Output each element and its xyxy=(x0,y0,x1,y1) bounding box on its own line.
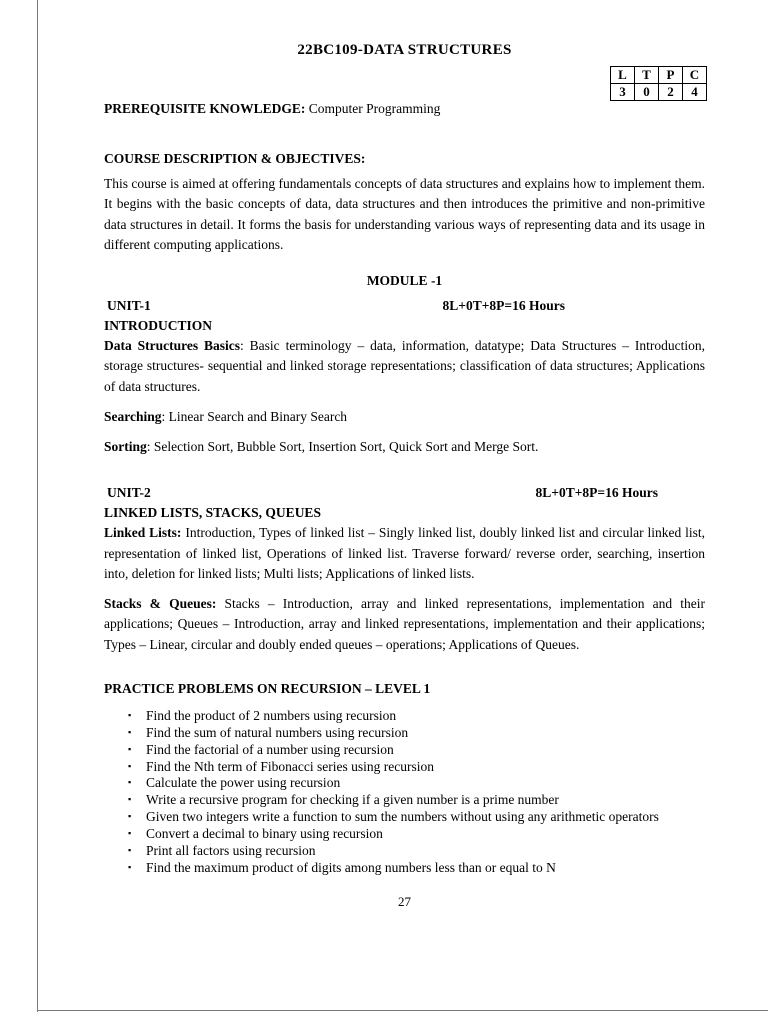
list-item xyxy=(128,826,705,842)
ltpc-value-l: 3 xyxy=(611,84,635,101)
course-description-body: This course is aimed at offering fundamentals concepts of data structures and explains how to implement them. It begins with the basic concepts of data, data structures and then introduces the primitive and non-primitive data structures in detail. It forms the basis for understanding various ways of representing data and its usage in different computing applications. xyxy=(104,176,705,252)
unit2-topic-stacks-queues xyxy=(104,594,705,655)
list-item-text: Find the sum of natural numbers using recursion xyxy=(146,724,409,740)
list-item xyxy=(128,725,705,741)
topic-text: : Basic terminology – data, information, datatype; Data Structures – Introduction, storage structures- sequential and linked storage representations; classification of data structures; Applications of data structures. xyxy=(104,338,705,394)
list-item xyxy=(128,792,705,808)
list-item-text: Convert a decimal to binary using recursion xyxy=(146,826,383,842)
topic-label: Stacks & Queues: xyxy=(104,596,217,611)
practice-problems-list xyxy=(104,708,705,876)
topic-label: Linked Lists: xyxy=(104,525,182,541)
square-bullet-icon: ▪ xyxy=(128,845,132,856)
square-bullet-icon: ▪ xyxy=(128,760,132,771)
list-item-text: Find the factorial of a number using recursion xyxy=(146,741,394,757)
list-item xyxy=(128,860,705,876)
list-item-text: Print all factors using recursion xyxy=(146,843,316,859)
list-item-text: Given two integers write a function to sum the numbers without using any arithmetic operators xyxy=(146,809,659,825)
module1-heading: MODULE -1 xyxy=(366,273,443,288)
square-bullet-icon: ▪ xyxy=(128,743,132,754)
topic-label: Searching xyxy=(104,408,162,424)
ltpc-value-t: 0 xyxy=(635,84,659,101)
unit2-row xyxy=(104,485,705,501)
ltpc-header-l: L xyxy=(611,67,635,84)
ltpc-header-p: P xyxy=(659,67,683,84)
square-bullet-icon: ▪ xyxy=(128,709,132,720)
list-item-text: Find the product of 2 numbers using recursion xyxy=(146,707,397,723)
page-border-bottom xyxy=(37,1010,768,1011)
ltpc-header-t: T xyxy=(635,67,659,84)
square-bullet-icon: ▪ xyxy=(128,794,132,805)
ltpc-value-p: 2 xyxy=(659,84,683,101)
unit1-hours: 8L+0T+8P=16 Hours xyxy=(442,298,565,313)
square-bullet-icon: ▪ xyxy=(128,726,132,737)
topic-text: Introduction, Types of linked list – Singly linked list, doubly linked list and circular linked list, representation of linked list, Operations of linked list. Traverse forward/ reverse order, searching, insertion into, deletion for linked lists; Multi lists; Applications of linked lists. xyxy=(104,525,705,581)
topic-text: : Linear Search and Binary Search xyxy=(161,408,348,424)
unit2-hours: 8L+0T+8P=16 Hours xyxy=(535,485,658,501)
list-item-text: Find the Nth term of Fibonacci series using recursion xyxy=(146,758,434,774)
list-item xyxy=(128,775,705,791)
ltpc-header-c: C xyxy=(683,67,707,84)
unit2-label: UNIT-2 xyxy=(107,485,151,501)
prerequisite-value: Computer Programming xyxy=(305,101,441,116)
unit1-label: UNIT-1 xyxy=(107,298,151,313)
ltpc-value-c: 4 xyxy=(683,84,707,101)
practice-problems-heading: PRACTICE PROBLEMS ON RECURSION – LEVEL 1 xyxy=(104,680,431,696)
list-item xyxy=(128,708,705,724)
unit1-topic-basics xyxy=(104,336,705,397)
prerequisite-label: PREREQUISITE KNOWLEDGE: xyxy=(104,101,306,116)
topic-label: Data Structures Basics xyxy=(104,338,241,353)
unit2-title: LINKED LISTS, STACKS, QUEUES xyxy=(104,505,321,521)
course-description-heading: COURSE DESCRIPTION & OBJECTIVES: xyxy=(104,151,366,166)
topic-text: Stacks – Introduction, array and linked representations, implementation and their applications; Queues – Introduction, array and linked representations, implementation and their applications; Types – Linear, circular and doubly ended queues – operations; Applications of Queues. xyxy=(104,596,706,652)
list-item xyxy=(128,843,705,859)
list-item xyxy=(128,742,705,758)
unit1-row xyxy=(104,298,705,314)
square-bullet-icon: ▪ xyxy=(128,828,132,839)
unit2-topic-linked-lists xyxy=(104,523,705,584)
prerequisite-line xyxy=(104,101,705,117)
list-item xyxy=(128,809,705,825)
topic-label: Sorting xyxy=(104,439,147,454)
list-item-text: Calculate the power using recursion xyxy=(146,775,341,791)
page-number: 27 xyxy=(398,893,411,909)
unit1-title: INTRODUCTION xyxy=(104,318,213,333)
unit1-topic-searching xyxy=(104,407,705,427)
square-bullet-icon: ▪ xyxy=(128,862,132,873)
list-item-text: Write a recursive program for checking if a given number is a prime number xyxy=(146,792,559,808)
page-title: 22BC109-DATA STRUCTURES xyxy=(297,42,512,58)
list-item xyxy=(128,759,705,775)
list-item-text: Find the maximum product of digits among numbers less than or equal to N xyxy=(146,860,556,876)
square-bullet-icon: ▪ xyxy=(128,777,132,788)
unit2-block xyxy=(104,485,705,655)
square-bullet-icon: ▪ xyxy=(128,811,132,822)
topic-text: : Selection Sort, Bubble Sort, Insertion Sort, Quick Sort and Merge Sort. xyxy=(146,439,539,454)
unit1-topic-sorting xyxy=(104,437,705,457)
